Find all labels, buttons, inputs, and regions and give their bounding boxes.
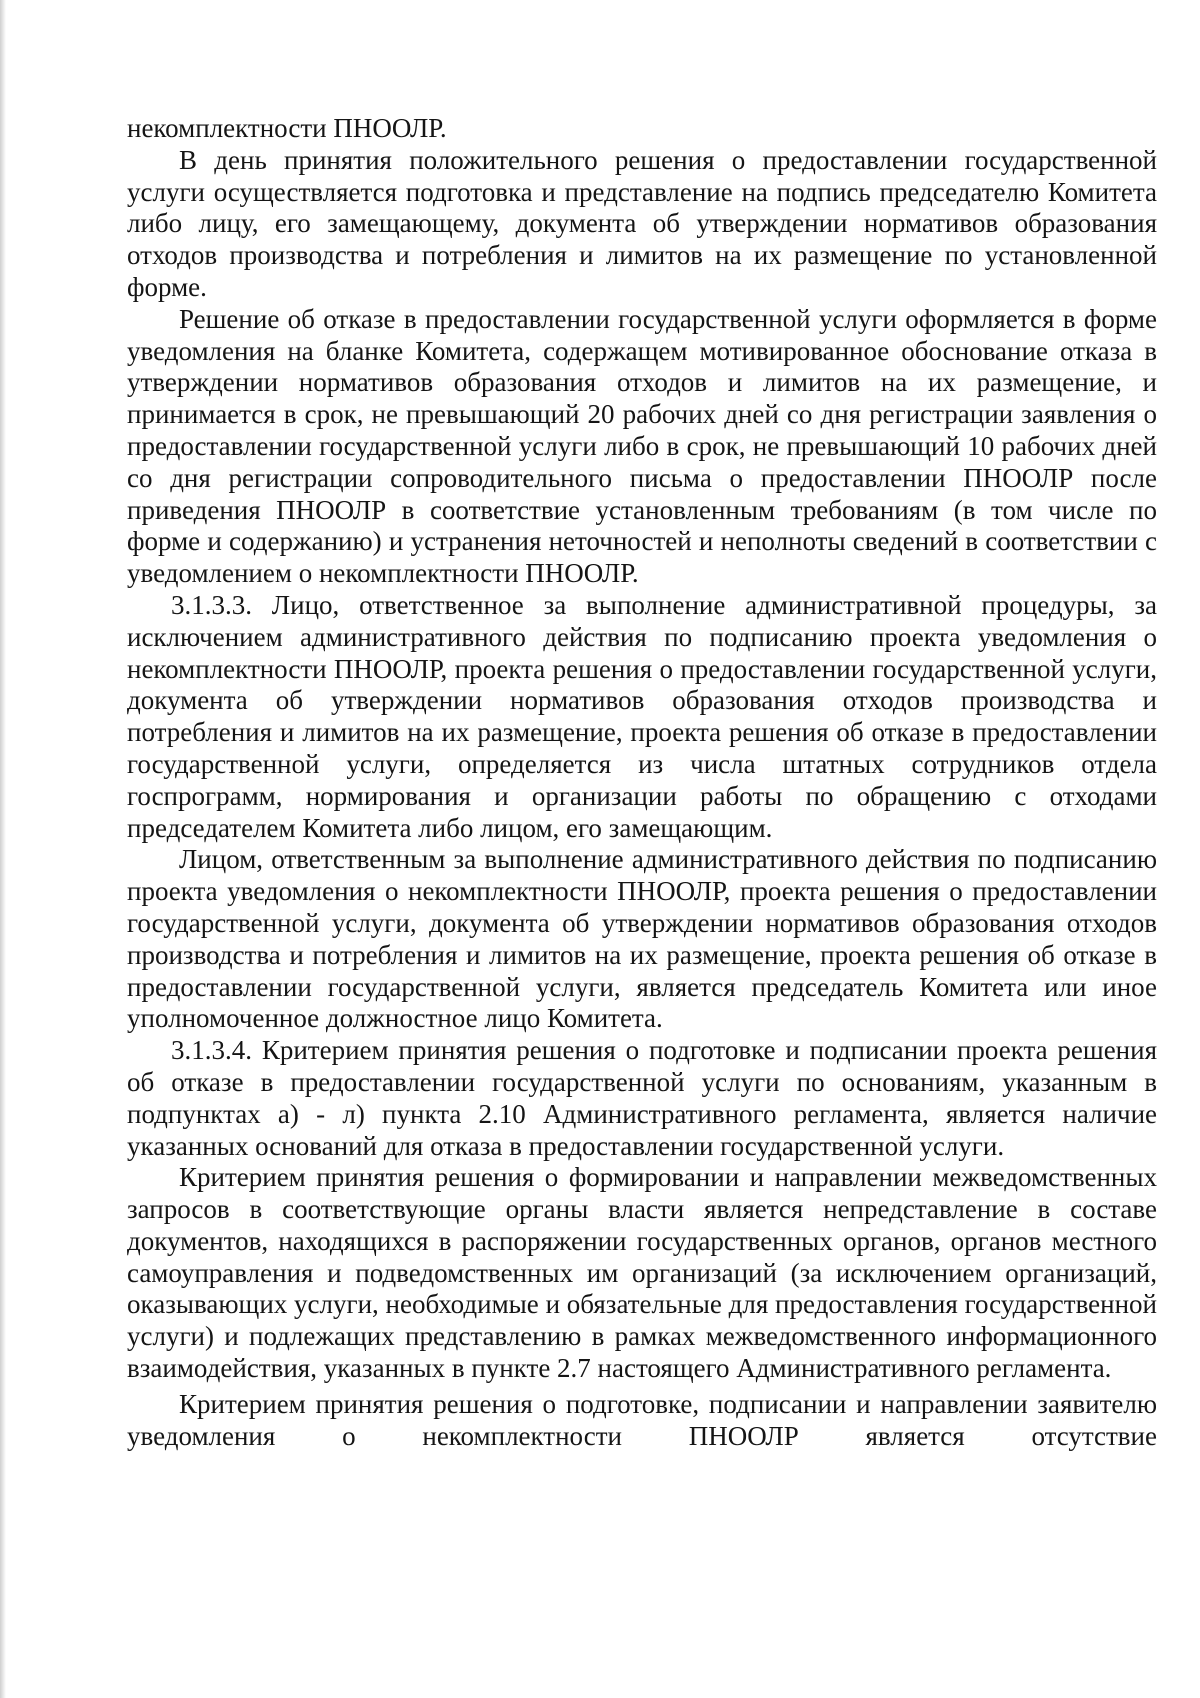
paragraph-interagency-requests: Критерием принятия решения о формировании и направлении межведомственных запросов в соответствующие органы власти является непредставление в составе документов, находящихся в распоряжении государственных органов, органов местного самоуправления и подведомственных им организаций (за исключением организаций, оказывающих услуги, необходимые и обязательные для предоставления государственной услуги) и подлежащих представлению в рамках межведомственного информационного взаимодействия, указанных в пункте 2.7 настоящего Административного регламента. [127, 1162, 1157, 1384]
paragraph-3-1-3-4: 3.1.3.4. Критерием принятия решения о подготовке и подписании проекта решения об отказе в предоставлении государственной услуги по основаниям, указанным в подпунктах а) - л) пункта 2.10 Административного регламента, является наличие указанных оснований для отказа в предоставлении государственной услуги. [127, 1035, 1157, 1161]
paragraph-responsible-signing: Лицом, ответственным за выполнение административного действия по подписанию проекта уведомления о некомплектности ПНООЛР, проекта решения о предоставлении государственной услуги, документа об утверждении нормативов образования отходов производства и потребления и лимитов на их размещение, проекта решения об отказе в предоставлении государственной услуги, является председатель Комитета или иное уполномоченное должностное лицо Комитета. [127, 844, 1157, 1034]
scan-edge [0, 0, 6, 1698]
paragraph-continuation: некомплектности ПНООЛР. [127, 113, 447, 143]
paragraph-incompleteness-criterion: Критерием принятия решения о подготовке, подписании и направлении заявителю уведомления о некомплектности ПНООЛР является отсутствие [127, 1388, 1157, 1451]
paragraph-3-1-3-3: 3.1.3.3. Лицо, ответственное за выполнение административной процедуры, за исключением административного действия по подписанию проекта уведомления о некомплектности ПНООЛР, проекта решения о предоставлении государственной услуги, документа об утверждении нормативов образования отходов производства и потребления и лимитов на их размещение, проекта решения об отказе в предоставлении государственной услуги, определяется из числа штатных сотрудников отдела госпрограмм, нормирования и организации работы по обращению с отходами председателем Комитета либо лицом, его замещающим. [127, 589, 1157, 843]
document-page [127, 113, 1157, 1452]
paragraph-refusal-decision: Решение об отказе в предоставлении государственной услуги оформляется в форме уведомления на бланке Комитета, содержащем мотивированное обоснование отказа в утверждении нормативов образования отходов и лимитов на их размещение, и принимается в срок, не превышающий 20 рабочих дней со дня регистрации заявления о предоставлении государственной услуги либо в срок, не превышающий 10 рабочих дней со дня регистрации сопроводительного письма о предоставлении ПНООЛР после приведения ПНООЛР в соответствие установленным требованиям (в том числе по форме и содержанию) и устранения неточностей и неполноты сведений в соответствии с уведомлением о некомплектности ПНООЛР. [127, 303, 1157, 589]
paragraph-positive-decision: В день принятия положительного решения о предоставлении государственной услуги осуществляется подготовка и представление на подпись председателю Комитета либо лицу, его замещающему, документа об утверждении нормативов образования отходов производства и потребления и лимитов на их размещение по установленной форме. [127, 144, 1157, 302]
